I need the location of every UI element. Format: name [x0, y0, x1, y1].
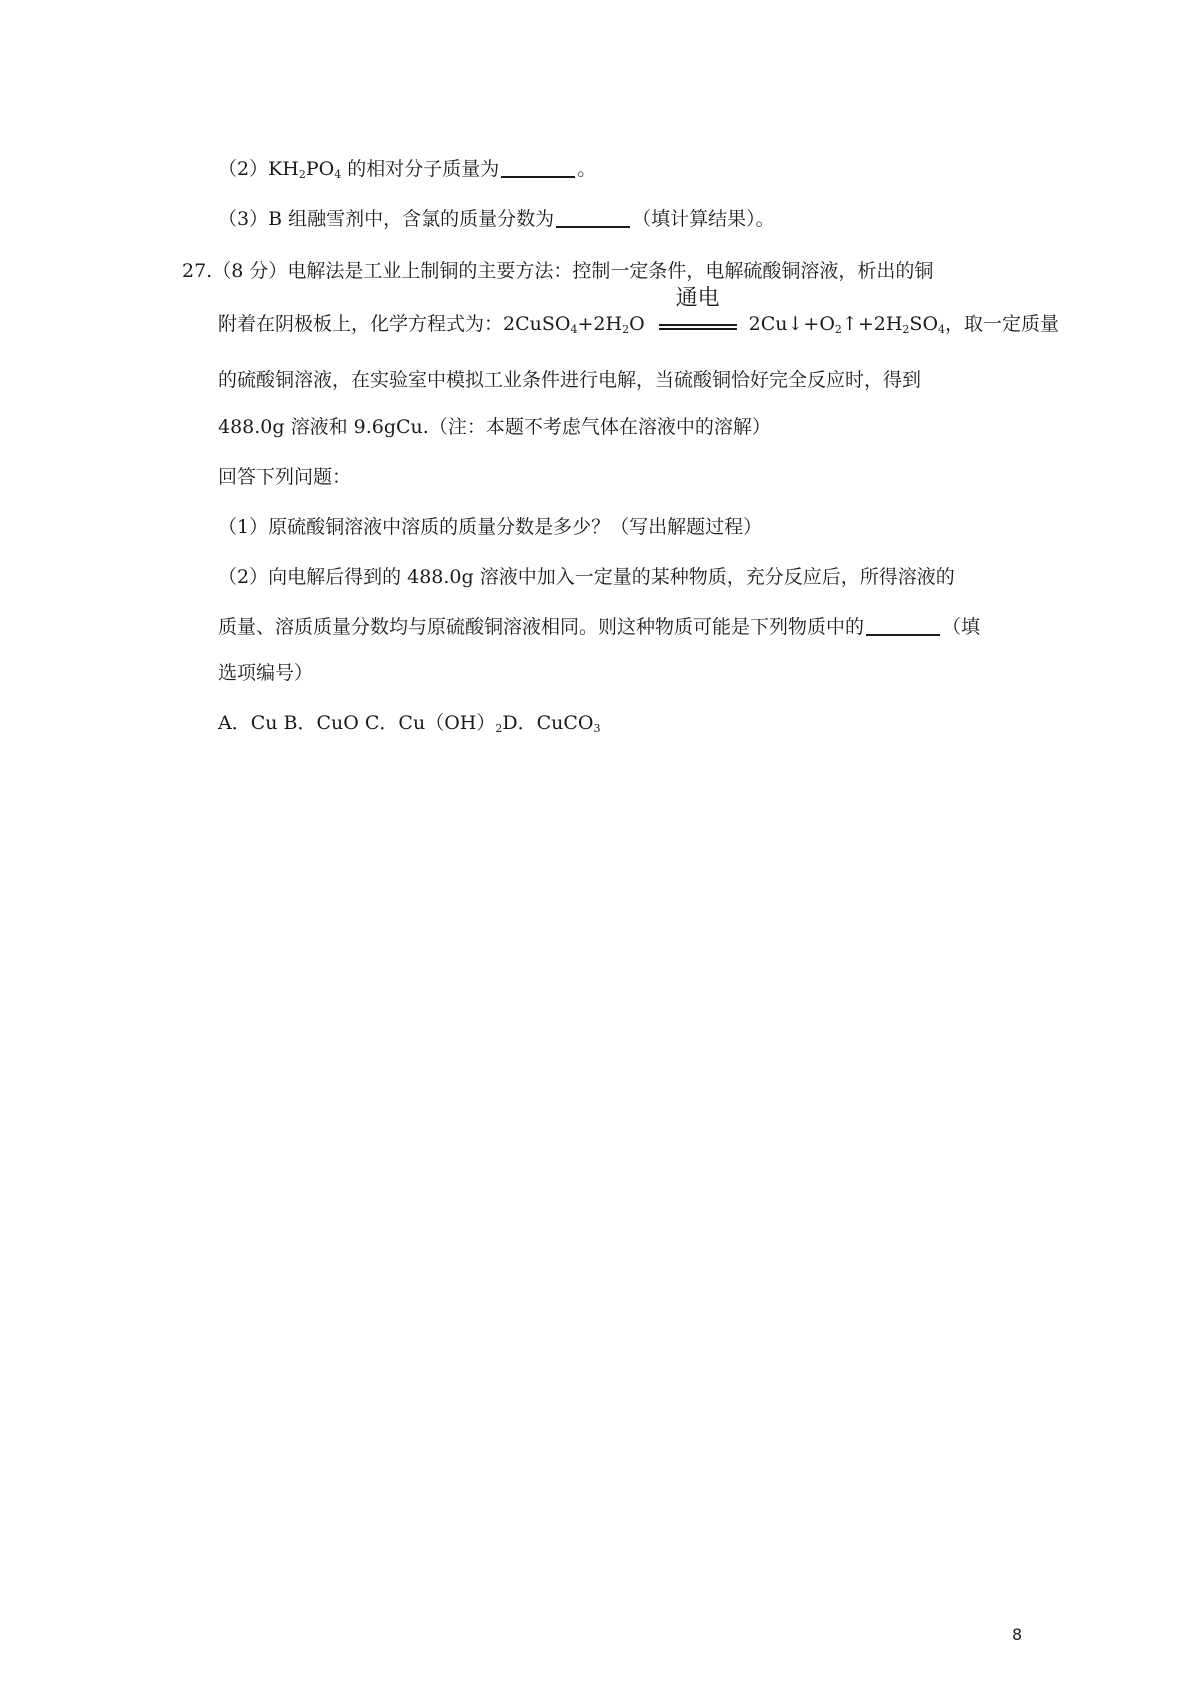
- q27-sub2-line1: （2）向电解后得到的 488.0g 溶液中加入一定量的某种物质，充分反应后，所得溶液的: [218, 566, 955, 588]
- q26-part3-label: （3）: [218, 208, 269, 230]
- equals-bar-top: [659, 324, 737, 326]
- q26-part2-label: （2）: [218, 158, 269, 180]
- q27-sub2-line3: 选项编号）: [218, 662, 314, 684]
- page-number: 8: [1012, 1625, 1023, 1644]
- equals-bar-bottom: [659, 328, 737, 330]
- q26-part2: [218, 154, 596, 183]
- q27-sub2-answer-blank[interactable]: [866, 612, 940, 636]
- q26-part3: [218, 204, 775, 233]
- q27-sub2-line2: [218, 612, 980, 641]
- q27-reactants: $2CuSO_4+2H_2O$: [503, 313, 645, 336]
- q27-intro-line1: 27.（8 分）电解法是工业上制铜的主要方法：控制一定条件，电解硫酸铜溶液，析出的铜: [182, 260, 934, 282]
- q27-equation-line: [218, 286, 1060, 338]
- q27-sub2-line2-text: 质量、溶质质量分数均与原硫酸铜溶液相同。则这种物质可能是下列物质中的: [218, 616, 865, 638]
- q27-prompt: 回答下列问题：: [218, 466, 352, 488]
- q26-part2-text: 的相对分子质量为: [341, 158, 500, 180]
- q27-intro-line4: 488.0g 溶液和 9.6gCu.（注：本题不考虑气体在溶液中的溶解）: [218, 416, 771, 438]
- q26-part3-text: B 组融雪剂中，含氯的质量分数为: [268, 208, 555, 230]
- reaction-condition-sign: [655, 286, 741, 338]
- q27-eq-prefix: 附着在阴极板上，化学方程式为：: [218, 313, 504, 335]
- q27-sub2-line2-end: （填: [942, 616, 981, 638]
- reaction-condition-label: 通电: [675, 286, 720, 311]
- q26-part3-answer-blank[interactable]: [556, 204, 630, 228]
- q27-options: A．Cu B．CuO C．$Cu(OH)_2D$．CuCO$_3$: [218, 712, 601, 735]
- q26-part2-end: 。: [577, 158, 597, 180]
- q27-intro-line3: 的硫酸铜溶液，在实验室中模拟工业条件进行电解，当硫酸铜恰好完全反应时，得到: [218, 369, 922, 391]
- q26-part2-answer-blank[interactable]: [501, 154, 575, 178]
- q26-part3-end: （填计算结果）。: [632, 208, 775, 230]
- q27-products: $2Cu↓+O_2↑+2H_2SO_4$，取一定质量: [748, 313, 1060, 336]
- q26-part2-formula: $KH_2PO_4$: [268, 158, 342, 181]
- q27-sub1: （1）原硫酸铜溶液中溶质的质量分数是多少？（写出解题过程）: [218, 516, 763, 538]
